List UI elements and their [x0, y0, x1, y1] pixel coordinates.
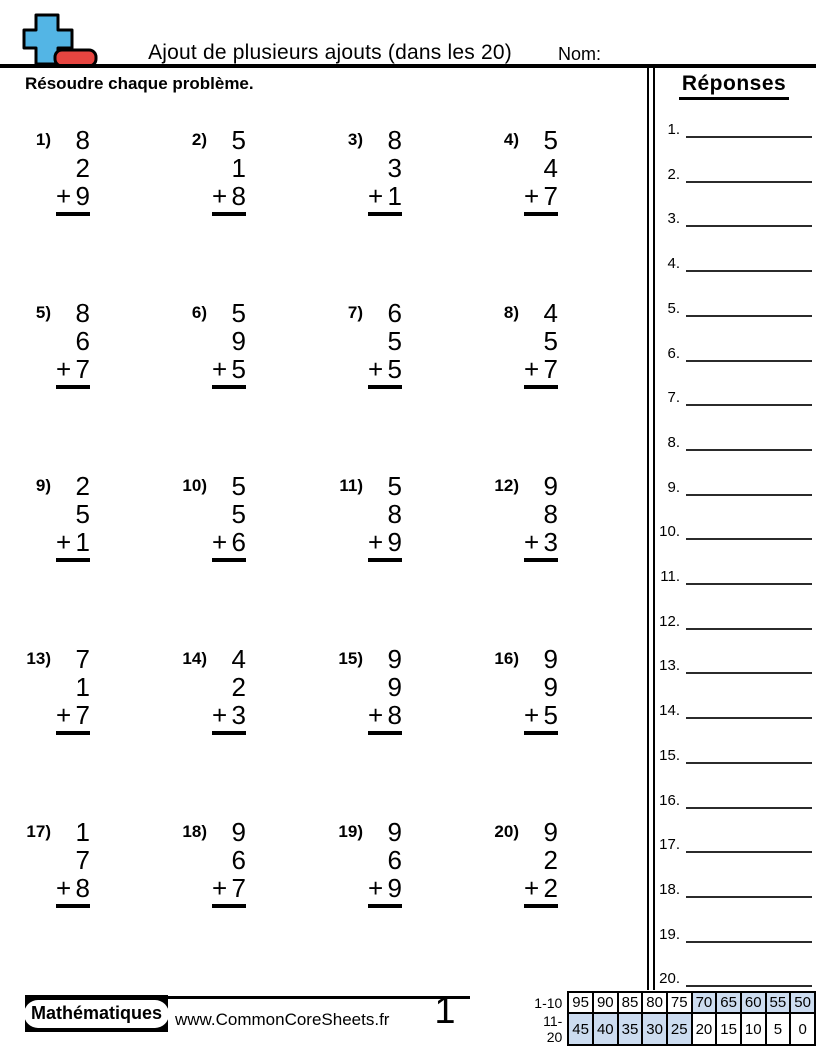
plus-row — [56, 355, 90, 383]
score-cell: 45 — [568, 1013, 593, 1045]
addition-problem — [181, 126, 246, 216]
addend-value: 2 — [543, 873, 558, 903]
plus-sign: + — [368, 700, 384, 730]
answer-blank-line[interactable] — [686, 295, 812, 317]
plus-row — [524, 355, 558, 383]
addend-value: 7 — [75, 845, 90, 875]
score-cell: 10 — [741, 1013, 766, 1045]
answer-number: 13. — [659, 657, 680, 675]
addend-stack — [368, 472, 402, 562]
plus-row — [212, 355, 246, 383]
answer-blank-line[interactable] — [686, 384, 812, 406]
plus-sign: + — [56, 181, 72, 211]
addition-problem — [337, 126, 402, 216]
answer-blank-line[interactable] — [686, 205, 812, 227]
addition-problem — [181, 645, 246, 735]
addition-problem — [493, 645, 558, 735]
addend-value: 9 — [543, 672, 558, 702]
plus-sign: + — [368, 354, 384, 384]
addend-value: 5 — [231, 471, 246, 501]
answer-number: 15. — [659, 746, 680, 764]
plus-sign: + — [212, 873, 228, 903]
answer-blank-line[interactable] — [686, 652, 812, 674]
answer-slot — [654, 431, 812, 451]
addend-value: 9 — [387, 817, 402, 847]
plus-row — [368, 182, 402, 210]
score-cell: 25 — [667, 1013, 692, 1045]
addend-value: 8 — [75, 873, 90, 903]
sum-blank-line[interactable] — [368, 212, 402, 216]
plus-row — [524, 182, 558, 210]
addend-value: 8 — [387, 499, 402, 529]
problem-number: 1) — [35, 130, 51, 149]
sum-blank-line[interactable] — [524, 731, 558, 735]
problem-number: 2) — [191, 130, 207, 149]
addend-value: 1 — [387, 181, 402, 211]
answer-number: 20. — [659, 970, 680, 988]
answer-slot — [654, 654, 812, 674]
problem-number: 20) — [494, 822, 519, 841]
plus-sign: + — [212, 527, 228, 557]
answer-blank-line[interactable] — [686, 429, 812, 451]
addend-value: 2 — [231, 672, 246, 702]
answer-blank-line[interactable] — [686, 965, 812, 987]
score-cell: 65 — [716, 992, 741, 1013]
score-cell: 60 — [741, 992, 766, 1013]
plus-sign: + — [56, 700, 72, 730]
addend-value: 7 — [75, 700, 90, 730]
answer-slot — [654, 699, 812, 719]
addend-value: 9 — [387, 527, 402, 557]
answer-number: 14. — [659, 702, 680, 720]
addend-stack — [212, 472, 246, 562]
score-cell: 75 — [667, 992, 692, 1013]
plus-sign: + — [524, 700, 540, 730]
score-cell: 80 — [642, 992, 667, 1013]
answer-number: 11. — [660, 568, 680, 585]
answer-blank-line[interactable] — [686, 250, 812, 272]
sum-blank-line[interactable] — [212, 385, 246, 389]
addend-value: 5 — [387, 471, 402, 501]
answer-slot — [654, 923, 812, 943]
worksheet-title: Ajout de plusieurs ajouts (dans les 20) — [148, 41, 512, 64]
addend-stack — [56, 818, 90, 908]
plus-sign: + — [368, 873, 384, 903]
score-cell: 55 — [766, 992, 791, 1013]
plus-sign: + — [56, 354, 72, 384]
answer-number: 16. — [659, 791, 680, 809]
addend-value: 5 — [231, 499, 246, 529]
sum-blank-line[interactable] — [368, 385, 402, 389]
addition-problem — [25, 299, 90, 389]
addend-value: 7 — [75, 644, 90, 674]
addend-stack — [56, 299, 90, 389]
answer-number: 17. — [659, 836, 680, 854]
problem-number: 11) — [339, 476, 363, 495]
addend-stack — [368, 299, 402, 389]
answer-blank-line[interactable] — [686, 921, 812, 943]
addend-value: 8 — [75, 298, 90, 328]
addend-value: 8 — [231, 181, 246, 211]
problem-number: 17) — [26, 822, 51, 841]
score-cell: 90 — [593, 992, 618, 1013]
addend-value: 9 — [543, 644, 558, 674]
answers-heading-text: Réponses — [679, 72, 789, 100]
problem-number: 4) — [503, 130, 519, 149]
sum-blank-line[interactable] — [212, 904, 246, 908]
addend-value: 3 — [387, 153, 402, 183]
grading-table — [531, 991, 816, 1046]
score-cell: 70 — [692, 992, 717, 1013]
addend-value: 6 — [75, 326, 90, 356]
sum-blank-line[interactable] — [56, 904, 90, 908]
addition-problem — [337, 818, 402, 908]
addend-value: 2 — [543, 845, 558, 875]
plus-row — [368, 874, 402, 902]
answer-slot — [654, 789, 812, 809]
answer-blank-line[interactable] — [686, 831, 812, 853]
score-range-label: 1-10 — [534, 994, 563, 1011]
score-cell: 40 — [593, 1013, 618, 1045]
plus-row — [524, 528, 558, 556]
website-url: www.CommonCoreSheets.fr — [175, 1010, 390, 1029]
addend-stack — [524, 299, 558, 389]
answer-slot — [654, 118, 812, 138]
answer-blank-line[interactable] — [686, 474, 812, 496]
answer-blank-line[interactable] — [686, 876, 812, 898]
addition-problem — [493, 818, 558, 908]
problem-number: 5) — [35, 303, 51, 322]
addend-value: 5 — [231, 125, 246, 155]
addend-value: 5 — [231, 354, 246, 384]
brand-badge — [25, 995, 168, 1032]
addend-value: 4 — [543, 298, 558, 328]
problem-number: 14) — [182, 649, 207, 668]
answer-number: 3. — [667, 210, 680, 228]
answer-slot — [654, 252, 812, 272]
addend-value: 5 — [543, 326, 558, 356]
answer-slot — [654, 610, 812, 630]
answer-slot — [654, 878, 812, 898]
answer-slot — [654, 342, 812, 362]
score-cell: 30 — [642, 1013, 667, 1045]
sum-blank-line[interactable] — [56, 558, 90, 562]
addend-value: 4 — [231, 644, 246, 674]
addend-stack — [524, 818, 558, 908]
answer-slot — [654, 163, 812, 183]
answer-number: 4. — [667, 255, 680, 273]
score-cell: 50 — [790, 992, 815, 1013]
addend-value: 5 — [231, 298, 246, 328]
problem-number: 12) — [494, 476, 519, 495]
score-cell: 95 — [568, 992, 593, 1013]
addend-stack — [368, 126, 402, 216]
score-cell: 0 — [790, 1013, 815, 1045]
answer-slot — [654, 476, 812, 496]
score-cell: 85 — [618, 992, 643, 1013]
addend-value: 6 — [231, 527, 246, 557]
addend-value: 9 — [543, 817, 558, 847]
plus-sign: + — [56, 873, 72, 903]
plus-row — [524, 701, 558, 729]
answer-number: 6. — [667, 344, 680, 362]
plus-sign: + — [524, 873, 540, 903]
problem-number: 9) — [35, 476, 51, 495]
answer-blank-line[interactable] — [686, 161, 812, 183]
plus-row — [56, 701, 90, 729]
score-cell: 15 — [716, 1013, 741, 1045]
addend-value: 5 — [75, 499, 90, 529]
answer-blank-line[interactable] — [686, 340, 812, 362]
score-range-label: 11-20 — [543, 1013, 563, 1045]
problem-number: 15) — [338, 649, 363, 668]
addend-value: 2 — [75, 471, 90, 501]
addend-value: 1 — [231, 153, 246, 183]
plus-row — [56, 528, 90, 556]
plus-sign: + — [524, 354, 540, 384]
problem-number: 13) — [26, 649, 51, 668]
addend-stack — [368, 818, 402, 908]
problem-number: 10) — [182, 476, 207, 495]
score-cell: 20 — [692, 1013, 717, 1045]
addend-stack — [212, 645, 246, 735]
addition-problem — [337, 472, 402, 562]
addend-value: 8 — [75, 125, 90, 155]
plus-sign: + — [524, 181, 540, 211]
sum-blank-line[interactable] — [524, 558, 558, 562]
addend-stack — [212, 126, 246, 216]
addend-stack — [524, 645, 558, 735]
addend-value: 9 — [387, 672, 402, 702]
answer-slot — [654, 297, 812, 317]
plus-row — [212, 182, 246, 210]
addend-value: 5 — [543, 125, 558, 155]
addend-value: 6 — [387, 298, 402, 328]
addend-value: 7 — [75, 354, 90, 384]
addend-value: 3 — [231, 700, 246, 730]
answer-slot — [654, 386, 812, 406]
addend-value: 9 — [231, 326, 246, 356]
answer-blank-line[interactable] — [686, 742, 812, 764]
answer-number: 2. — [667, 165, 680, 183]
plus-sign: + — [212, 354, 228, 384]
answer-blank-line[interactable] — [686, 697, 812, 719]
answer-slot — [654, 967, 812, 987]
answer-number: 9. — [667, 478, 680, 496]
addition-problem — [181, 472, 246, 562]
plus-row — [368, 528, 402, 556]
plus-sign: + — [212, 181, 228, 211]
addend-value: 8 — [387, 125, 402, 155]
answer-blank-line[interactable] — [686, 116, 812, 138]
addend-value: 5 — [387, 326, 402, 356]
addend-value: 5 — [543, 700, 558, 730]
sum-blank-line[interactable] — [212, 212, 246, 216]
plus-sign: + — [212, 700, 228, 730]
addend-stack — [212, 818, 246, 908]
problem-number: 7) — [347, 303, 363, 322]
answer-blank-line[interactable] — [686, 787, 812, 809]
addend-stack — [524, 126, 558, 216]
answer-blank-line[interactable] — [686, 608, 812, 630]
answer-number: 12. — [659, 612, 680, 630]
plus-row — [212, 874, 246, 902]
addend-value: 1 — [75, 817, 90, 847]
addition-problem — [493, 126, 558, 216]
answer-number: 8. — [667, 433, 680, 451]
answer-blank-line[interactable] — [686, 518, 812, 540]
addend-value: 7 — [543, 181, 558, 211]
answer-blank-line[interactable] — [686, 563, 812, 585]
addend-value: 4 — [543, 153, 558, 183]
plus-row — [212, 528, 246, 556]
addition-problem — [181, 299, 246, 389]
addend-value: 5 — [387, 354, 402, 384]
answer-slot — [654, 833, 812, 853]
addend-value: 7 — [543, 354, 558, 384]
plus-row — [368, 355, 402, 383]
answer-slot — [654, 520, 812, 540]
addition-problem — [493, 472, 558, 562]
addend-value: 6 — [387, 845, 402, 875]
sum-blank-line[interactable] — [524, 212, 558, 216]
plus-sign: + — [368, 527, 384, 557]
addition-problem — [337, 299, 402, 389]
sum-blank-line[interactable] — [368, 558, 402, 562]
addend-value: 1 — [75, 527, 90, 557]
plus-row — [56, 182, 90, 210]
addend-value: 6 — [231, 845, 246, 875]
answer-slot — [654, 744, 812, 764]
addend-value: 9 — [387, 644, 402, 674]
plus-row — [56, 874, 90, 902]
sum-blank-line[interactable] — [368, 904, 402, 908]
sum-blank-line[interactable] — [524, 385, 558, 389]
addend-value: 9 — [231, 817, 246, 847]
addition-problem — [337, 645, 402, 735]
score-cell: 35 — [618, 1013, 643, 1045]
answer-number: 10. — [659, 523, 680, 541]
addend-value: 7 — [231, 873, 246, 903]
problem-number: 6) — [191, 303, 207, 322]
instructions-text: Résoudre chaque problème. — [25, 74, 254, 93]
problem-number: 16) — [494, 649, 519, 668]
addend-stack — [56, 645, 90, 735]
addition-problem — [25, 472, 90, 562]
addition-problem — [181, 818, 246, 908]
page-number: 1 — [434, 990, 456, 1032]
addend-stack — [56, 126, 90, 216]
answers-heading — [654, 72, 814, 100]
addend-value: 9 — [387, 873, 402, 903]
answer-slot — [654, 565, 812, 585]
addition-problem — [25, 818, 90, 908]
name-label: Nom: — [558, 44, 602, 64]
sum-blank-line[interactable] — [368, 731, 402, 735]
plus-sign: + — [56, 527, 72, 557]
problem-number: 18) — [182, 822, 207, 841]
addend-value: 9 — [543, 471, 558, 501]
plus-sign: + — [524, 527, 540, 557]
answer-number: 7. — [667, 389, 680, 407]
plus-row — [212, 701, 246, 729]
answer-number: 19. — [659, 925, 680, 943]
addition-problem — [25, 645, 90, 735]
addend-value: 2 — [75, 153, 90, 183]
sum-blank-line[interactable] — [56, 212, 90, 216]
addend-stack — [368, 645, 402, 735]
sum-blank-line[interactable] — [212, 558, 246, 562]
problem-number: 19) — [338, 822, 363, 841]
brand-label: Mathématiques — [24, 1000, 169, 1028]
addend-stack — [212, 299, 246, 389]
answer-number: 18. — [659, 880, 680, 898]
plus-row — [524, 874, 558, 902]
sum-blank-line[interactable] — [524, 904, 558, 908]
plus-row — [368, 701, 402, 729]
answer-number: 1. — [667, 121, 680, 138]
sum-blank-line[interactable] — [212, 731, 246, 735]
answer-slot — [654, 207, 812, 227]
addend-value: 9 — [75, 181, 90, 211]
score-cell: 5 — [766, 1013, 791, 1045]
addend-stack — [524, 472, 558, 562]
sum-blank-line[interactable] — [56, 731, 90, 735]
addend-value: 1 — [75, 672, 90, 702]
addend-value: 8 — [543, 499, 558, 529]
addition-problem — [25, 126, 90, 216]
sum-blank-line[interactable] — [56, 385, 90, 389]
addition-problem — [493, 299, 558, 389]
answer-number: 5. — [667, 299, 680, 317]
problem-number: 3) — [347, 130, 363, 149]
plus-sign: + — [368, 181, 384, 211]
addend-value: 8 — [387, 700, 402, 730]
problem-number: 8) — [503, 303, 519, 322]
addend-value: 3 — [543, 527, 558, 557]
addend-stack — [56, 472, 90, 562]
